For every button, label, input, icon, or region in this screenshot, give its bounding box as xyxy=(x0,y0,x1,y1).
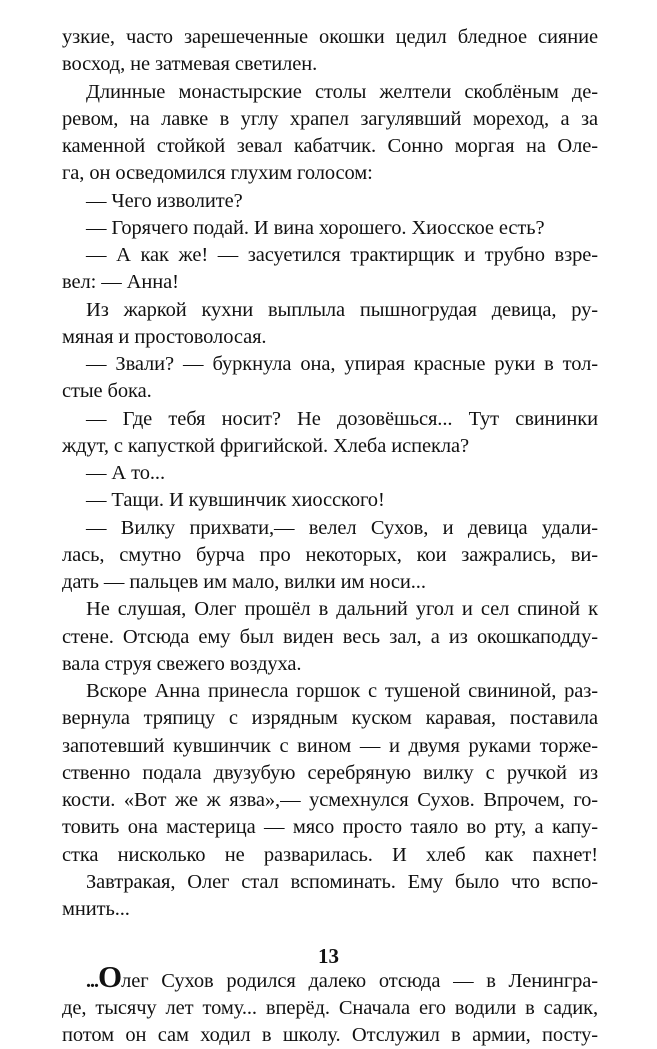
text-line: запотевший кувшинчик с вином — и двумя руками торже- xyxy=(62,734,598,757)
text-line: — Горячего подай. И вина хорошего. Хиосское есть? xyxy=(86,216,545,239)
text-line: — Чего изволите? xyxy=(86,189,243,212)
text-line: стка нисколько не разварилась. И хлеб как пахнет! xyxy=(62,843,598,866)
page-number: 13 xyxy=(318,944,339,968)
text-line: — Где тебя носит? Не дозовёшься... Тут свининки xyxy=(86,407,598,430)
text-line: Из жаркой кухни выплыла пышногрудая девица, ру- xyxy=(86,298,598,321)
text-line: восход, не затмевая светилен. xyxy=(62,53,318,76)
text-line: — А как же! — засуетился трактирщик и трубно взре- xyxy=(86,244,598,266)
text-line: — Вилку прихвати,— велел Сухов, и девица удали- xyxy=(86,516,598,539)
section-opening-text: лег Сухов родился далеко отсюда — в Ленингра- xyxy=(121,970,598,993)
text-block-tavern-scene xyxy=(62,24,598,923)
text-line: вел: — Анна! xyxy=(62,271,179,294)
section-lead-ellipsis: ... xyxy=(86,970,98,993)
text-line: — Звали? — буркнула она, упирая красные руки в тол- xyxy=(86,353,598,375)
text-line: узкие, часто зарешеченные окошки цедил бледное сияние xyxy=(62,26,598,48)
text-line: ревом, на лавке в углу храпел загулявший мореход, а за xyxy=(62,107,598,130)
text-line: кости. «Вот же ж язва»,— усмехнулся Сухов. Впрочем, го- xyxy=(62,789,598,811)
text-line: мяная и простоволосая. xyxy=(62,325,267,348)
text-line: мнить... xyxy=(62,898,130,920)
text-line: вернула тряпицу с изрядным куском каравая, поставила xyxy=(62,707,598,730)
text-line: Не слушая, Олег прошёл в дальний угол и сел спиной к xyxy=(86,598,598,621)
text-line: де, тысячу лет тому... вперёд. Сначала его водили в садик, xyxy=(62,996,598,1019)
book-page-text xyxy=(62,24,598,1049)
text-line: потом он сам ходил в школу. Отслужил в армии, посту- xyxy=(62,1023,598,1046)
text-line: каменной стойкой зевал кабатчик. Сонно моргая на Оле- xyxy=(62,135,598,157)
text-block-flashback xyxy=(62,959,598,1049)
text-line: ственно подала двузубую серебряную вилку с ручкой из xyxy=(62,761,598,784)
text-line: ждут, с капусткой фригийской. Хлеба испекла? xyxy=(62,434,470,457)
text-line: Завтракая, Олег стал вспоминать. Ему было что вспо- xyxy=(86,870,598,893)
text-line: Длинные монастырские столы желтели скоблёным де- xyxy=(86,80,598,103)
text-line: товить она мастерица — мясо просто таяло во рту, а капу- xyxy=(62,816,598,839)
section-initial-letter: О xyxy=(98,959,122,995)
text-line: га, он осведомился глухим голосом: xyxy=(62,162,373,185)
text-line: лась, смутно бурча про некоторых, кои зажрались, ви- xyxy=(62,543,598,566)
text-line: стене. Отсюда ему был виден весь зал, а из окошкаподду- xyxy=(62,625,598,648)
text-line: дать — пальцев им мало, вилки им носи... xyxy=(62,571,426,593)
text-line: — А то... xyxy=(86,462,165,484)
text-line: вала струя свежего воздуха. xyxy=(62,652,302,675)
text-line: Вскоре Анна принесла горшок с тушеной свининой, раз- xyxy=(86,680,598,702)
text-line: стые бока. xyxy=(62,380,152,403)
section-opening-line xyxy=(62,959,598,995)
text-line: — Тащи. И кувшинчик хиосского! xyxy=(86,489,385,512)
